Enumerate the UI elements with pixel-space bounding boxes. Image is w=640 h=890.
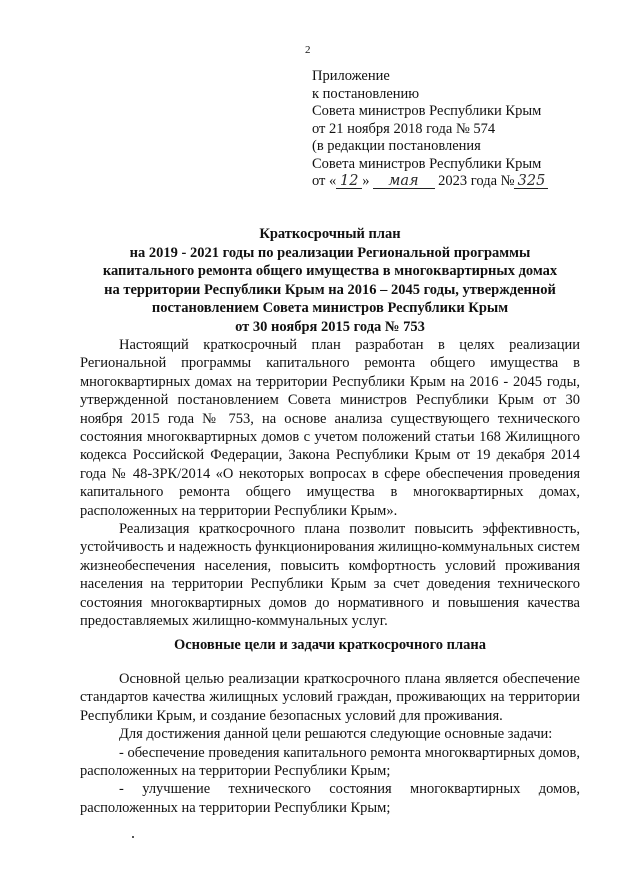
section-heading: Основные цели и задачи краткосрочного плана — [173, 637, 487, 653]
paragraph: Реализация краткосрочного плана позволит повысить эффективность, устойчивость и надежность функционирования жилищно-коммунальных систем жизнеобеспечения населения, повысить комфортность условий проживания населения на территории Республики Крым за счет доведения технического состояния многоквартирных домов до нормативного и повышения качества предоставляемых жилищно-коммунальных услуг. — [80, 521, 580, 630]
title-line: на территории Республики Крым на 2016 – 2045 годы, утвержденной — [104, 281, 556, 298]
appendix-line: от 21 ноября 2018 года № 574 — [312, 120, 496, 137]
title-line: на 2019 - 2021 годы по реализации Региональной программы — [129, 244, 531, 261]
date-prefix: от « — [312, 173, 337, 189]
handwritten-day: 12 — [336, 174, 362, 189]
appendix-line: (в редакции постановления — [312, 138, 481, 154]
appendix-date-line — [312, 173, 612, 191]
appendix-block — [312, 68, 612, 191]
page-number: 2 — [305, 44, 311, 56]
appendix-line: Совета министров Республики Крым — [312, 155, 542, 172]
paragraph: Настоящий краткосрочный план разработан в целях реализации Региональной программы капитального ремонта общего имущества в многоквартирных домах на территории Республики Крым на 2016 - 2045 годы, утвержденной постановлением Совета министров Республики Крым от 30 ноября 2015 года № 753, на основе анализа существующего технического состояния многоквартирных домов с учетом положений статьи 168 Жилищного кодекса Российской Федерации, Закона Республики Крым от 19 декабря 2014 года № 48-ЗРК/2014 «О некоторых вопросах в сфере обеспечения проведения капитального ремонта общего имущества в многоквартирных домах, расположенных на территории Республики Крым». — [80, 337, 580, 519]
handwritten-month: мая — [373, 174, 435, 189]
appendix-line: Совета министров Республики Крым — [312, 103, 542, 119]
date-quote-close: » — [362, 173, 370, 189]
paragraph: Основной целью реализации краткосрочного плана является обеспечение стандартов качества жилищных условий граждан, проживающих на территории Республики Крым, и создание безопасных условий для проживания. — [80, 671, 580, 724]
date-year-text: 2023 года № — [438, 173, 515, 189]
appendix-line: к постановлению — [312, 85, 420, 102]
title-line: постановлением Совета министров Республики Крым — [151, 300, 509, 316]
task-item: - обеспечение проведения капитального ремонта многоквартирных домов, расположенных на территории Республики Крым; — [80, 744, 580, 780]
paragraph: Для достижения данной цели решаются следующие основные задачи: — [119, 726, 553, 743]
handwritten-number: 325 — [514, 174, 548, 189]
appendix-line: Приложение — [312, 68, 390, 84]
goals-section — [80, 670, 580, 817]
title-line: капитального ремонта общего имущества в многоквартирных домах — [102, 263, 558, 279]
scan-speck — [132, 836, 134, 838]
document-title — [60, 225, 600, 336]
title-line: от 30 ноября 2015 года № 753 — [235, 318, 425, 335]
title-line: Краткосрочный план — [259, 226, 401, 242]
intro-section — [80, 336, 580, 631]
task-item: - улучшение технического состояния многоквартирных домов, расположенных на территории Республики Крым; — [80, 781, 580, 816]
